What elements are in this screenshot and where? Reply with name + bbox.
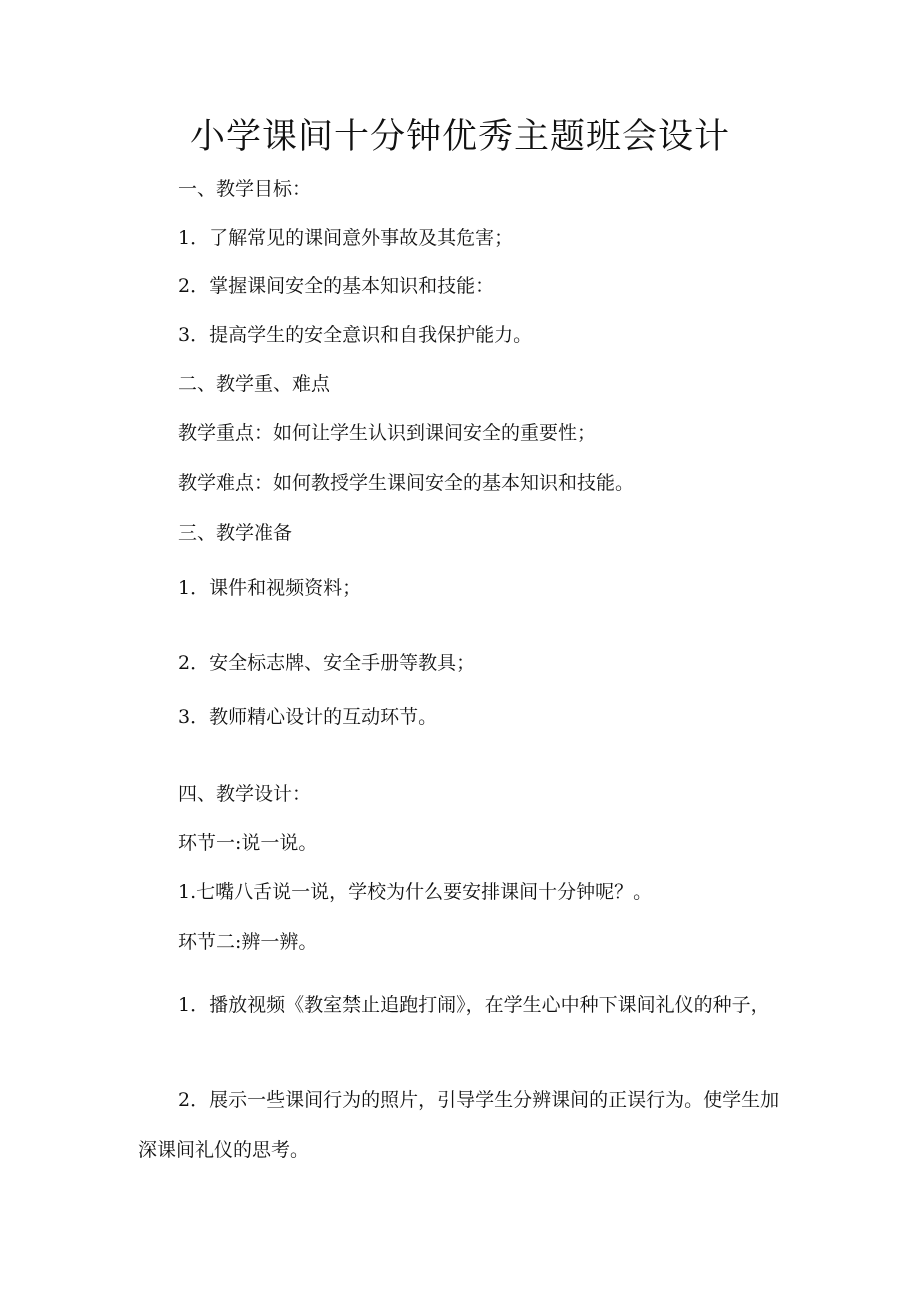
key-point-text: 教学重点：如何让学生认识到课间安全的重要性； (178, 422, 597, 444)
objective-item-2: 2．掌握课间安全的基本知识和技能： (178, 275, 495, 297)
section-heading-design: 四、教学设计： (178, 783, 312, 805)
preparation-item-1: 1．课件和视频资料； (178, 577, 362, 599)
difficulty-text: 教学难点：如何教授学生课间安全的基本知识和技能。 (178, 472, 635, 494)
section-heading-key-points: 二、教学重、难点 (178, 373, 331, 395)
section-heading-preparation: 三、教学准备 (178, 522, 293, 544)
objective-item-1: 1．了解常见的课间意外事故及其危害； (178, 227, 514, 249)
preparation-item-3: 3．教师精心设计的互动环节。 (178, 706, 438, 728)
stage-two-heading: 环节二:辨一辨。 (178, 931, 318, 953)
stage-two-item-1: 1．播放视频《教室禁止追跑打闹》，在学生心中种下课间礼仪的种子， (178, 994, 770, 1016)
preparation-item-2: 2．安全标志牌、安全手册等教具； (178, 652, 476, 674)
stage-one-heading: 环节一:说一说。 (178, 832, 318, 854)
document-title: 小学课间十分钟优秀主题班会设计 (189, 117, 730, 157)
stage-two-item-2: 2．展示一些课间行为的照片，引导学生分辨课间的正误行为。使学生加深课间礼仪的思考。 (138, 1089, 780, 1161)
section-heading-objectives: 一、教学目标： (178, 178, 312, 200)
objective-item-3: 3．提高学生的安全意识和自我保护能力。 (178, 324, 533, 346)
stage-one-item-1: 1.七嘴八舌说一说，学校为什么要安排课间十分钟呢？。 (178, 881, 653, 903)
